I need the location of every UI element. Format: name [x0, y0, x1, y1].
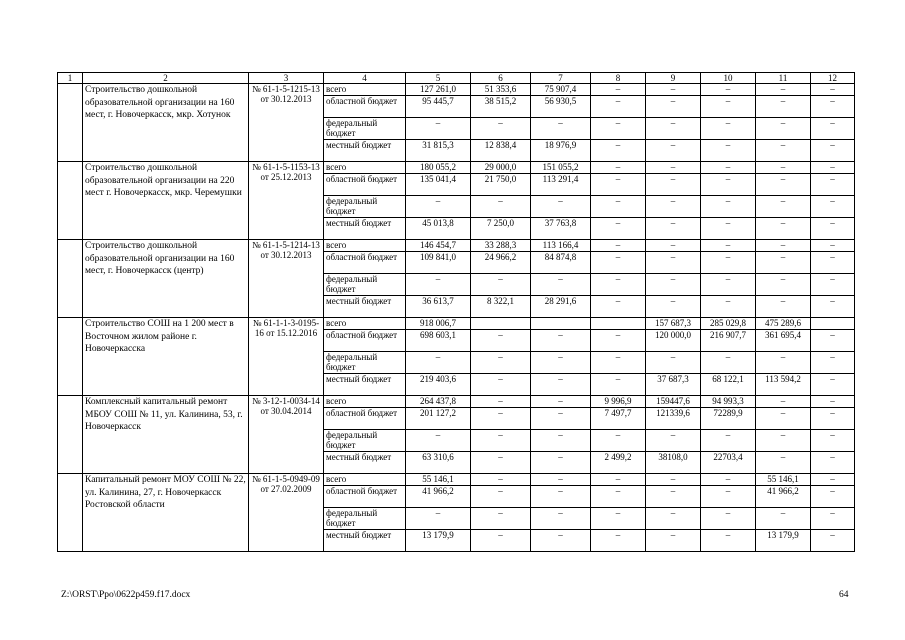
amount-cell: 219 403,6	[406, 374, 471, 396]
amount-cell: –	[811, 430, 855, 452]
amount-cell: –	[756, 508, 811, 530]
amount-cell: –	[701, 530, 756, 552]
amount-cell: 9 996,9	[591, 396, 646, 408]
amount-cell: –	[756, 408, 811, 430]
amount-cell: 113 594,2	[756, 374, 811, 396]
funding-source: федеральный бюджет	[324, 352, 406, 374]
header-row	[58, 73, 855, 84]
amount-cell: –	[811, 240, 855, 252]
amount-cell: –	[531, 352, 591, 374]
amount-cell: 127 261,0	[406, 84, 471, 96]
amount-cell	[531, 318, 591, 330]
amount-cell: –	[531, 486, 591, 508]
page-number: 64	[839, 590, 849, 600]
amount-cell: –	[531, 430, 591, 452]
amount-cell: –	[701, 84, 756, 96]
funding-source: местный бюджет	[324, 218, 406, 240]
amount-cell: 41 966,2	[406, 486, 471, 508]
amount-cell: –	[591, 96, 646, 118]
amount-cell: –	[471, 396, 531, 408]
amount-cell: 68 122,1	[701, 374, 756, 396]
project-name: Строительство СОШ на 1 200 мест в Восточном жилом районе г. Новочеркасска	[83, 318, 249, 396]
amount-cell: –	[756, 240, 811, 252]
document-number: № 61-1-5-1214-13 от 30.12.2013	[249, 240, 324, 318]
amount-cell: –	[406, 118, 471, 140]
document-number: № 61-1-5-0949-09 от 27.02.2009	[249, 474, 324, 552]
amount-cell: –	[531, 274, 591, 296]
amount-cell: –	[646, 162, 701, 174]
amount-cell: –	[531, 118, 591, 140]
amount-cell: –	[591, 374, 646, 396]
funding-source: федеральный бюджет	[324, 508, 406, 530]
amount-cell: –	[531, 330, 591, 352]
funding-source: местный бюджет	[324, 374, 406, 396]
amount-cell: –	[471, 274, 531, 296]
amount-cell: 13 179,9	[406, 530, 471, 552]
amount-cell: –	[471, 196, 531, 218]
funding-source: федеральный бюджет	[324, 118, 406, 140]
amount-cell: 28 291,6	[531, 296, 591, 318]
amount-cell: 201 127,2	[406, 408, 471, 430]
amount-cell: –	[531, 396, 591, 408]
amount-cell: –	[646, 352, 701, 374]
amount-cell: –	[701, 240, 756, 252]
amount-cell: –	[646, 296, 701, 318]
amount-cell: –	[756, 218, 811, 240]
amount-cell: –	[531, 196, 591, 218]
amount-cell: –	[756, 118, 811, 140]
amount-cell: –	[701, 196, 756, 218]
amount-cell: –	[646, 530, 701, 552]
amount-cell: –	[756, 196, 811, 218]
amount-cell: –	[591, 486, 646, 508]
column-header: 8	[591, 73, 646, 84]
column-header: 10	[701, 73, 756, 84]
column-header: 12	[811, 73, 855, 84]
amount-cell	[471, 318, 531, 330]
amount-cell: –	[646, 274, 701, 296]
amount-cell: –	[701, 140, 756, 162]
amount-cell: –	[811, 330, 855, 352]
amount-cell: –	[646, 174, 701, 196]
project-name: Строительство дошкольной образовательной организации на 160 мест, г. Новочеркасск (центр)	[83, 240, 249, 318]
amount-cell: –	[591, 352, 646, 374]
amount-cell: –	[756, 96, 811, 118]
amount-cell: 55 146,1	[406, 474, 471, 486]
funding-source: федеральный бюджет	[324, 196, 406, 218]
amount-cell: –	[531, 530, 591, 552]
amount-cell: –	[811, 140, 855, 162]
amount-cell: –	[701, 474, 756, 486]
amount-cell: –	[701, 508, 756, 530]
amount-cell: 45 013,8	[406, 218, 471, 240]
amount-cell: –	[701, 162, 756, 174]
amount-cell: 72289,9	[701, 408, 756, 430]
amount-cell: –	[701, 174, 756, 196]
amount-cell: 120 000,0	[646, 330, 701, 352]
amount-cell: –	[701, 486, 756, 508]
amount-cell: –	[756, 452, 811, 474]
funding-source: областной бюджет	[324, 174, 406, 196]
amount-cell: –	[591, 196, 646, 218]
amount-cell: –	[811, 196, 855, 218]
amount-cell: –	[756, 174, 811, 196]
amount-cell: –	[646, 430, 701, 452]
funding-source: областной бюджет	[324, 252, 406, 274]
amount-cell: –	[646, 140, 701, 162]
amount-cell: –	[591, 174, 646, 196]
amount-cell: –	[591, 274, 646, 296]
document-number: № 3-12-1-0034-14 от 30.04.2014	[249, 396, 324, 474]
amount-cell: 157 687,3	[646, 318, 701, 330]
amount-cell: 698 603,1	[406, 330, 471, 352]
amount-cell: –	[471, 452, 531, 474]
amount-cell: –	[701, 218, 756, 240]
project-name: Капитальный ремонт МОУ СОШ № 22, ул. Калинина, 27, г. Новочеркасск Ростовской области	[83, 474, 249, 552]
amount-cell: –	[811, 474, 855, 486]
amount-cell	[591, 318, 646, 330]
amount-cell: –	[811, 174, 855, 196]
amount-cell: 121339,6	[646, 408, 701, 430]
row-number-cell	[58, 162, 83, 240]
column-header: 3	[249, 73, 324, 84]
funding-source: местный бюджет	[324, 452, 406, 474]
amount-cell: 13 179,9	[756, 530, 811, 552]
amount-cell: –	[756, 430, 811, 452]
amount-cell: –	[531, 408, 591, 430]
amount-cell: 146 454,7	[406, 240, 471, 252]
amount-cell: –	[811, 274, 855, 296]
amount-cell	[811, 318, 855, 330]
amount-cell: 94 993,3	[701, 396, 756, 408]
row-number-cell	[58, 474, 83, 552]
amount-cell: 95 445,7	[406, 96, 471, 118]
amount-cell: –	[531, 474, 591, 486]
amount-cell: –	[646, 240, 701, 252]
amount-cell: –	[406, 196, 471, 218]
amount-cell: –	[756, 396, 811, 408]
amount-cell: –	[701, 296, 756, 318]
funding-source: местный бюджет	[324, 140, 406, 162]
amount-cell: –	[471, 352, 531, 374]
project-name: Строительство дошкольной образовательной организации на 220 мест г. Новочеркасск, мкр. Черемушки	[83, 162, 249, 240]
amount-cell: –	[591, 474, 646, 486]
amount-cell: –	[756, 140, 811, 162]
amount-cell: 84 874,8	[531, 252, 591, 274]
amount-cell: –	[591, 240, 646, 252]
funding-source: всего	[324, 240, 406, 252]
amount-cell: –	[406, 274, 471, 296]
amount-cell: –	[646, 252, 701, 274]
column-header: 9	[646, 73, 701, 84]
amount-cell: –	[701, 430, 756, 452]
amount-cell: –	[591, 530, 646, 552]
funding-source: областной бюджет	[324, 486, 406, 508]
column-header: 7	[531, 73, 591, 84]
table-row	[58, 240, 855, 252]
amount-cell: –	[701, 352, 756, 374]
funding-source: областной бюджет	[324, 96, 406, 118]
amount-cell: –	[646, 96, 701, 118]
amount-cell: –	[471, 330, 531, 352]
amount-cell: –	[811, 218, 855, 240]
amount-cell: 55 146,1	[756, 474, 811, 486]
project-name: Строительство дошкольной образовательной организации на 160 мест, г. Новочеркасск, мкр. Хотунок	[83, 84, 249, 162]
amount-cell: –	[591, 218, 646, 240]
amount-cell: –	[701, 118, 756, 140]
amount-cell: 75 907,4	[531, 84, 591, 96]
column-header: 4	[324, 73, 406, 84]
row-number-cell	[58, 396, 83, 474]
budget-table	[57, 72, 855, 552]
column-header: 1	[58, 73, 83, 84]
amount-cell: –	[471, 374, 531, 396]
amount-cell: 18 976,9	[531, 140, 591, 162]
column-header: 11	[756, 73, 811, 84]
amount-cell: –	[811, 374, 855, 396]
amount-cell: 7 497,7	[591, 408, 646, 430]
table-row	[58, 84, 855, 96]
amount-cell: 38 515,2	[471, 96, 531, 118]
table-row	[58, 162, 855, 174]
amount-cell: 109 841,0	[406, 252, 471, 274]
amount-cell: –	[406, 352, 471, 374]
amount-cell: –	[811, 96, 855, 118]
amount-cell: 151 055,2	[531, 162, 591, 174]
amount-cell: –	[811, 352, 855, 374]
amount-cell: 37 687,3	[646, 374, 701, 396]
amount-cell: 38108,0	[646, 452, 701, 474]
amount-cell: –	[471, 530, 531, 552]
funding-source: всего	[324, 474, 406, 486]
amount-cell: –	[811, 84, 855, 96]
funding-source: всего	[324, 318, 406, 330]
amount-cell: –	[756, 84, 811, 96]
amount-cell: 361 695,4	[756, 330, 811, 352]
amount-cell: –	[756, 252, 811, 274]
amount-cell: 180 055,2	[406, 162, 471, 174]
amount-cell: –	[591, 430, 646, 452]
amount-cell: 285 029,8	[701, 318, 756, 330]
amount-cell: 113 291,4	[531, 174, 591, 196]
amount-cell: –	[591, 118, 646, 140]
funding-source: всего	[324, 84, 406, 96]
table-row	[58, 474, 855, 486]
amount-cell: 63 310,6	[406, 452, 471, 474]
amount-cell: –	[646, 196, 701, 218]
table-row	[58, 396, 855, 408]
column-header: 6	[471, 73, 531, 84]
amount-cell: –	[471, 486, 531, 508]
amount-cell: 216 907,7	[701, 330, 756, 352]
amount-cell: 24 966,2	[471, 252, 531, 274]
amount-cell: –	[811, 296, 855, 318]
row-number-cell	[58, 84, 83, 162]
amount-cell: –	[471, 474, 531, 486]
amount-cell: 264 437,8	[406, 396, 471, 408]
funding-source: всего	[324, 396, 406, 408]
amount-cell: 918 006,7	[406, 318, 471, 330]
amount-cell: –	[406, 430, 471, 452]
amount-cell: –	[701, 96, 756, 118]
amount-cell: –	[591, 84, 646, 96]
table-row	[58, 318, 855, 330]
amount-cell: –	[811, 162, 855, 174]
row-number-cell	[58, 240, 83, 318]
amount-cell: –	[646, 218, 701, 240]
amount-cell: –	[591, 162, 646, 174]
amount-cell: 37 763,8	[531, 218, 591, 240]
amount-cell: –	[646, 508, 701, 530]
amount-cell: 12 838,4	[471, 140, 531, 162]
amount-cell: –	[701, 252, 756, 274]
amount-cell: –	[591, 252, 646, 274]
funding-source: всего	[324, 162, 406, 174]
amount-cell: –	[591, 508, 646, 530]
amount-cell: –	[646, 118, 701, 140]
amount-cell: –	[811, 252, 855, 274]
funding-source: областной бюджет	[324, 330, 406, 352]
amount-cell: –	[531, 452, 591, 474]
amount-cell: –	[756, 162, 811, 174]
amount-cell: –	[756, 296, 811, 318]
amount-cell: –	[756, 274, 811, 296]
amount-cell: –	[471, 408, 531, 430]
amount-cell: 22703,4	[701, 452, 756, 474]
amount-cell: 135 041,4	[406, 174, 471, 196]
amount-cell: –	[406, 508, 471, 530]
amount-cell: 159447,6	[646, 396, 701, 408]
funding-source: местный бюджет	[324, 296, 406, 318]
project-name: Комплексный капитальный ремонт МБОУ СОШ № 11, ул. Калинина, 53, г. Новочеркасск	[83, 396, 249, 474]
document-number: № 61-1-1-3-0195-16 от 15.12.2016	[249, 318, 324, 396]
document-number: № 61-1-5-1153-13 от 25.12.2013	[249, 162, 324, 240]
amount-cell: 31 815,3	[406, 140, 471, 162]
amount-cell: 475 289,6	[756, 318, 811, 330]
document-number: № 61-1-5-1215-13 от 30.12.2013	[249, 84, 324, 162]
column-header: 2	[83, 73, 249, 84]
amount-cell: –	[531, 508, 591, 530]
funding-source: местный бюджет	[324, 530, 406, 552]
amount-cell: –	[531, 374, 591, 396]
amount-cell: –	[591, 140, 646, 162]
amount-cell: –	[646, 84, 701, 96]
amount-cell: –	[811, 452, 855, 474]
funding-source: областной бюджет	[324, 408, 406, 430]
amount-cell: 2 499,2	[591, 452, 646, 474]
amount-cell: 29 000,0	[471, 162, 531, 174]
amount-cell: –	[591, 330, 646, 352]
amount-cell: –	[646, 474, 701, 486]
amount-cell: 21 750,0	[471, 174, 531, 196]
amount-cell: 8 322,1	[471, 296, 531, 318]
amount-cell: –	[811, 118, 855, 140]
amount-cell: –	[811, 508, 855, 530]
amount-cell: 113 166,4	[531, 240, 591, 252]
amount-cell: –	[591, 296, 646, 318]
row-number-cell	[58, 318, 83, 396]
amount-cell: –	[756, 352, 811, 374]
amount-cell: –	[701, 274, 756, 296]
column-header: 5	[406, 73, 471, 84]
amount-cell: 36 613,7	[406, 296, 471, 318]
funding-source: федеральный бюджет	[324, 274, 406, 296]
amount-cell: 33 288,3	[471, 240, 531, 252]
amount-cell: –	[811, 486, 855, 508]
amount-cell: 56 930,5	[531, 96, 591, 118]
amount-cell: –	[811, 408, 855, 430]
amount-cell: –	[646, 486, 701, 508]
amount-cell: 41 966,2	[756, 486, 811, 508]
file-path: Z:\ORST\Ppo\0622p459.f17.docx	[61, 590, 191, 600]
amount-cell: –	[811, 530, 855, 552]
amount-cell: 51 353,6	[471, 84, 531, 96]
amount-cell: 7 250,0	[471, 218, 531, 240]
funding-source: федеральный бюджет	[324, 430, 406, 452]
amount-cell: –	[471, 118, 531, 140]
amount-cell: –	[811, 396, 855, 408]
amount-cell: –	[471, 430, 531, 452]
amount-cell: –	[471, 508, 531, 530]
